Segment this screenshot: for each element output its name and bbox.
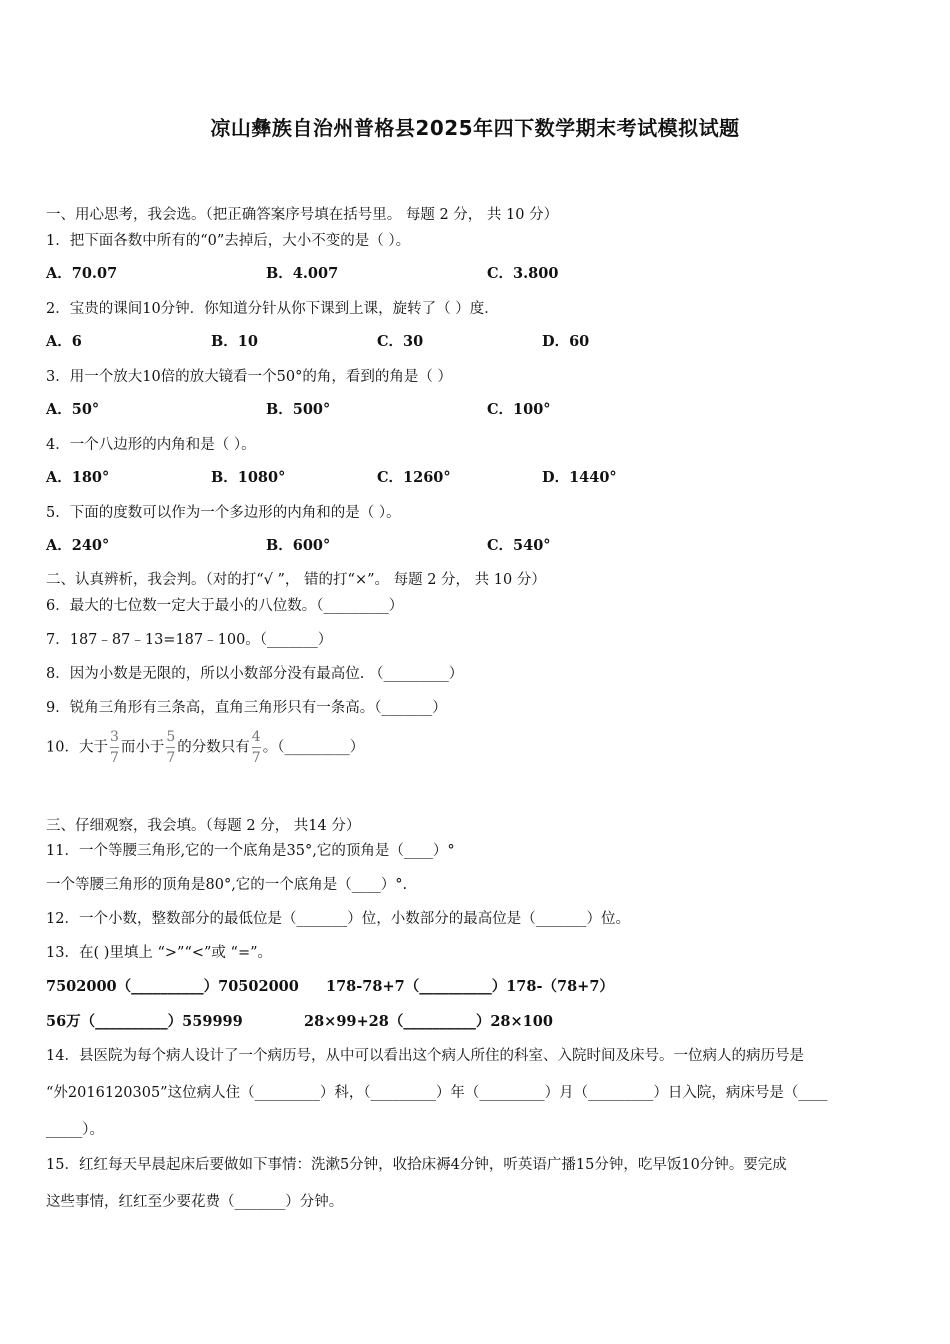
q3-option-a: A．50° — [46, 401, 100, 418]
q13-item-1: 7502000（__________）70502000 — [46, 978, 299, 995]
q10-prefix: 10．大于 — [46, 739, 108, 756]
q4-option-b: B．1080° — [211, 469, 286, 486]
q1-option-a: A．70.07 — [46, 265, 118, 282]
fraction-3-7 — [110, 730, 119, 765]
fraction-4-7 — [252, 730, 261, 765]
q13-item-2: 178-78+7（__________）178-（78+7） — [326, 978, 614, 995]
question-3: 3．用一个放大10倍的放大镜看一个50°的角，看到的角是（ ） — [46, 369, 452, 385]
q5-option-c: C．540° — [487, 537, 551, 554]
section-1-heading: 一、用心思考，我会选。（把正确答案序号填在括号里。 每题 2 分， 共 10 分） — [46, 207, 559, 223]
q3-option-c: C．100° — [487, 401, 551, 418]
q2-option-a: A．6 — [46, 333, 82, 350]
question-4: 4．一个八边形的内角和是（ ）。 — [46, 437, 256, 453]
question-13: 13．在( )里填上 “>”“<”或 “=”。 — [46, 945, 273, 961]
question-9: 9．锐角三角形有三条高，直角三角形只有一条高。（_______） — [46, 700, 447, 716]
q1-option-c: C．3.800 — [487, 265, 559, 282]
question-12: 12．一个小数，整数部分的最低位是（_______）位，小数部分的最高位是（_______）位。 — [46, 911, 630, 927]
q10-middle-2: 的分数只有 — [177, 739, 250, 756]
q2-option-b: B．10 — [211, 333, 258, 350]
q13-item-4: 28×99+28（__________）28×100 — [304, 1013, 553, 1030]
question-15-line-2: 这些事情，红红至少要花费（_______）分钟。 — [46, 1194, 344, 1210]
q5-option-b: B．600° — [266, 537, 331, 554]
question-11-part-2: 一个等腰三角形的顶角是80°,它的一个底角是（____）°. — [46, 877, 408, 893]
q1-option-b: B．4.007 — [266, 265, 339, 282]
question-11: 11．一个等腰三角形,它的一个底角是35°,它的顶角是（____）° — [46, 843, 455, 859]
page-title: 凉山彝族自治州普格县2025年四下数学期末考试模拟试题 — [210, 116, 740, 140]
q10-suffix: 。（_________） — [262, 739, 365, 756]
fraction-5-7 — [166, 730, 175, 765]
q5-option-a: A．240° — [46, 537, 110, 554]
question-1: 1．把下面各数中所有的“0”去掉后，大小不变的是（ ）。 — [46, 233, 411, 249]
question-2: 2．宝贵的课间10分钟．你知道分针从你下课到上课，旋转了（ ）度． — [46, 301, 499, 317]
q4-option-d: D．1440° — [542, 469, 617, 486]
q2-option-c: C．30 — [377, 333, 424, 350]
fraction-denominator: 7 — [166, 750, 176, 766]
q4-option-a: A．180° — [46, 469, 110, 486]
q2-option-d: D．60 — [542, 333, 590, 350]
question-6: 6．最大的七位数一定大于最小的八位数。（_________） — [46, 598, 404, 614]
section-2-heading: 二、认真辨析，我会判。（对的打“√ ”， 错的打“×”。 每题 2 分， 共 10 分） — [46, 572, 546, 588]
question-5: 5．下面的度数可以作为一个多边形的内角和的是（ ）。 — [46, 505, 401, 521]
question-14: 14．县医院为每个病人设计了一个病历号，从中可以看出这个病人所住的科室、入院时间及床号。一位病人的病历号是 — [46, 1048, 804, 1064]
q13-item-3: 56万（__________）559999 — [46, 1013, 243, 1030]
question-8: 8．因为小数是无限的，所以小数部分没有最高位. （_________） — [46, 666, 464, 682]
question-14-line-3: _____）。 — [46, 1122, 104, 1138]
fraction-denominator: 7 — [251, 750, 261, 766]
question-15: 15．红红每天早晨起床后要做如下事情：洗漱5分钟，收拾床褥4分钟，听英语广播15分钟，吃早饭10分钟。要完成 — [46, 1157, 787, 1173]
question-14-line-2: “外2016120305”这位病人住（_________）科，（_________）年（_________）月（_________）日入院，病床号是（____ — [46, 1085, 828, 1101]
fraction-numerator: 5 — [166, 730, 175, 748]
section-3-heading: 三、仔细观察，我会填。（每题 2 分， 共14 分） — [46, 818, 361, 834]
fraction-numerator: 3 — [110, 730, 119, 748]
q3-option-b: B．500° — [266, 401, 331, 418]
question-10 — [46, 730, 364, 765]
q4-option-c: C．1260° — [377, 469, 451, 486]
q10-middle: 而小于 — [120, 739, 165, 756]
fraction-numerator: 4 — [252, 730, 261, 748]
question-7: 7．187﹣87﹣13=187﹣100。（_______） — [46, 632, 333, 648]
fraction-denominator: 7 — [109, 750, 119, 766]
